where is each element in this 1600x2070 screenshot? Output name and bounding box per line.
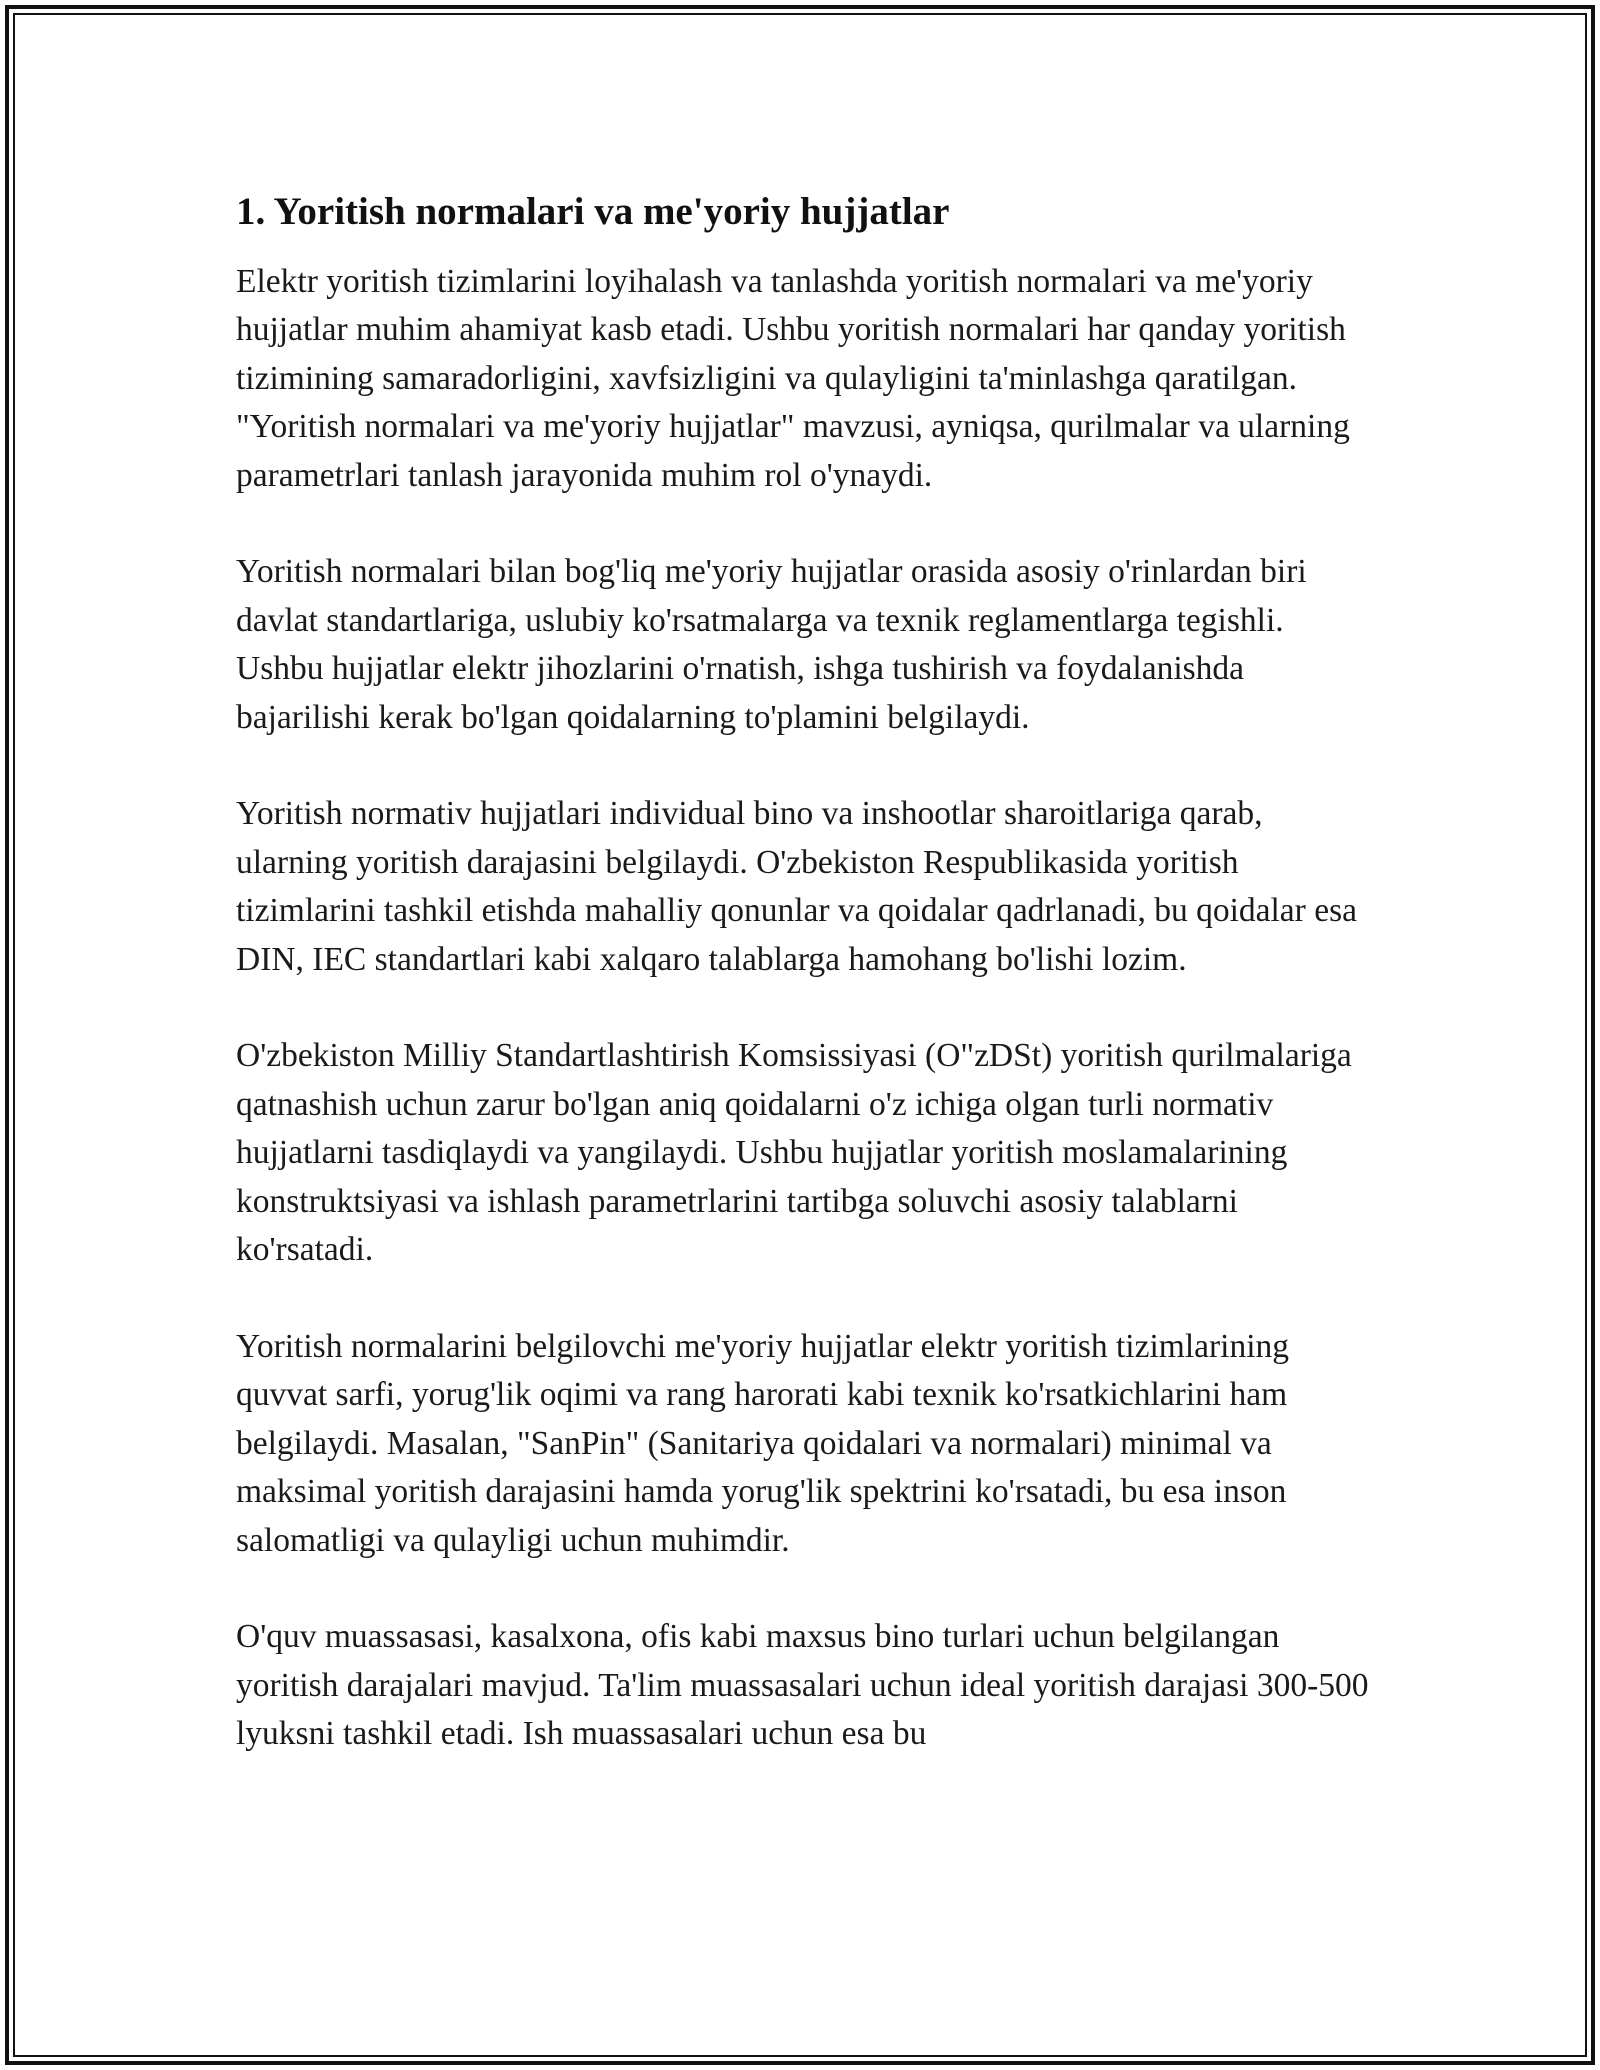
paragraph-1: Elektr yoritish tizimlarini loyihalash va tanlashda yoritish normalari va me'yoriy hujjatlar muhim ahamiyat kasb etadi. Ushbu yoritish normalari har qanday yoritish tizimining samaradorligini, xavfsizligini va qulayligini ta'minlashga qaratilgan. "Yoritish normalari va me'yoriy hujjatlar" mavzusi, ayniqsa, qurilmalar va ularning parametrlari tanlash jarayonida muhim rol o'ynaydi. <box>236 263 1350 494</box>
paragraph-5: Yoritish normalarini belgilovchi me'yoriy hujjatlar elektr yoritish tizimlarining quvvat sarfi, yorug'lik oqimi va rang harorati kabi texnik ko'rsatkichlarini ham belgilaydi. Masalan, "SanPin" (Sanitariya qoidalari va normalari) minimal va maksimal yoritish darajasini hamda yorug'lik spektrini ko'rsatadi, bu esa inson salomatligi va qulayligi uchun muhimdir. <box>236 1327 1290 1559</box>
document-body <box>236 186 1376 1759</box>
paragraph-6: O'quv muassasasi, kasalxona, ofis kabi maxsus bino turlari uchun belgilangan yoritish darajalari mavjud. Ta'lim muassasalari uchun ideal yoritish darajasi 300-500 lyuksni tashkil etadi. Ish muassasalari uchun esa bu <box>236 1618 1369 1753</box>
paragraph-4: O'zbekiston Milliy Standartlashtirish Komsissiyasi (O"zDSt) yoritish qurilmalariga qatnashish uchun zarur bo'lgan aniq qoidalarni o'z ichiga olgan turli normativ hujjatlarni tasdiqlaydi va yangilaydi. Ushbu hujjatlar yoritish moslamalarining konstruktsiyasi va ishlash parametrlarini tartibga soluvchi asosiy talablarni ko'rsatadi. <box>236 1037 1352 1269</box>
paragraph-2: Yoritish normalari bilan bog'liq me'yoriy hujjatlar orasida asosiy o'rinlardan biri davlat standartlariga, uslubiy ko'rsatmalarga va texnik reglamentlarga tegishli. Ushbu hujjatlar elektr jihozlarini o'rnatish, ishga tushirish va foydalanishda bajarilishi kerak bo'lgan qoidalarning to'plamini belgilaydi. <box>236 553 1307 736</box>
section-heading: 1. Yoritish normalari va me'yoriy hujjatlar <box>236 190 950 233</box>
paragraph-3: Yoritish normativ hujjatlari individual bino va inshootlar sharoitlariga qarab, ularning yoritish darajasini belgilaydi. O'zbekiston Respublikasida yoritish tizimlarini tashkil etishda mahalliy qonunlar va qoidalar qadrlanadi, bu qoidalar esa DIN, IEC standartlari kabi xalqaro talablarga hamohang bo'lishi lozim. <box>236 795 1357 978</box>
